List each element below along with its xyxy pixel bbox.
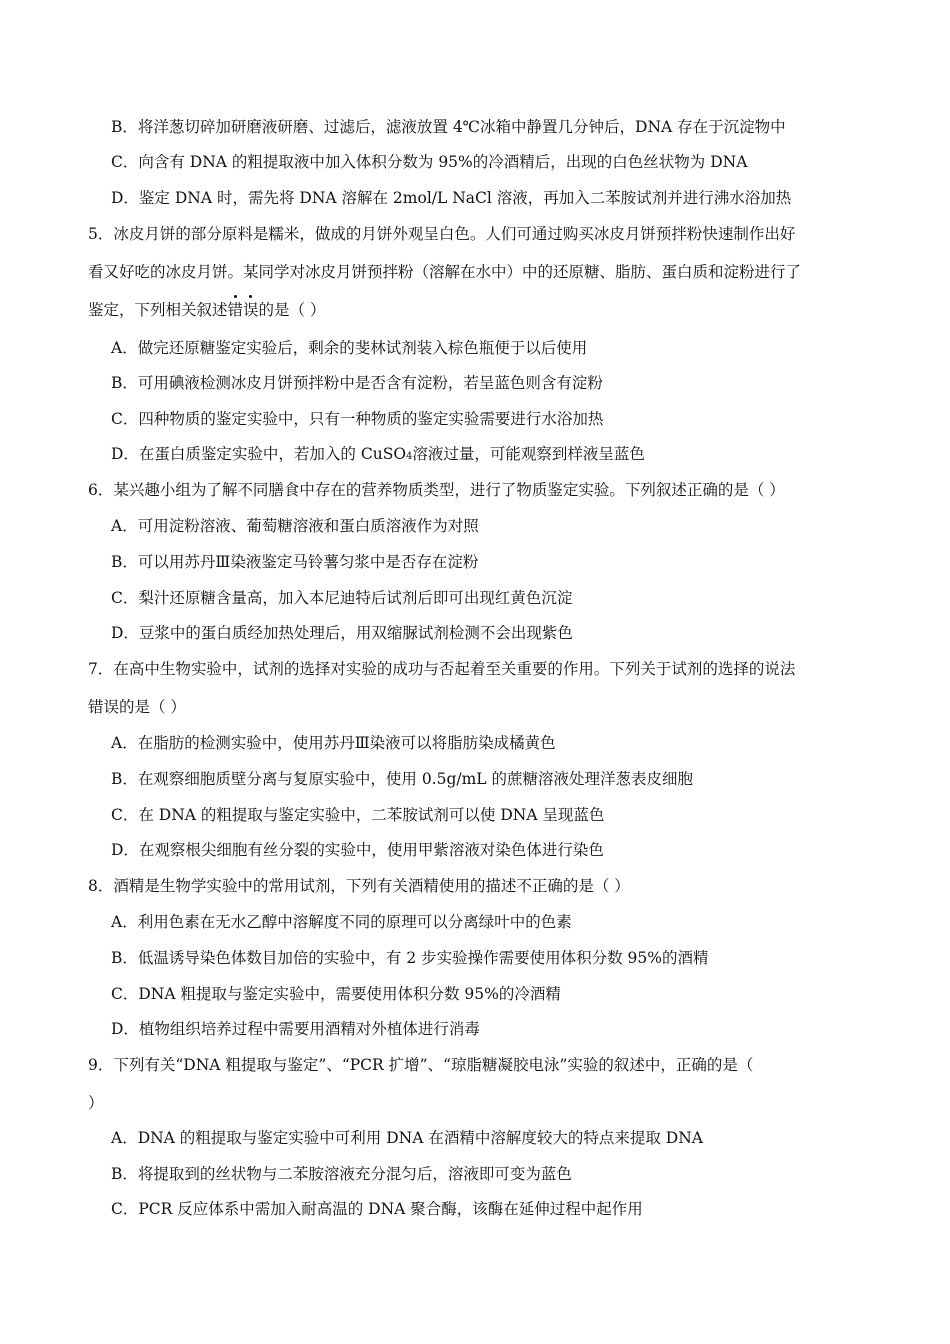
q9-option-b: B．将提取到的丝状物与二苯胺溶液充分混匀后，溶液即可变为蓝色: [111, 1165, 572, 1183]
q7-option-d: D．在观察根尖细胞有丝分裂的实验中，使用甲紫溶液对染色体进行染色: [111, 841, 604, 859]
q7-option-a: A．在脂肪的检测实验中，使用苏丹Ⅲ染液可以将脂肪染成橘黄色: [111, 734, 556, 752]
q9-option-c: C．PCR 反应体系中需加入耐高温的 DNA 聚合酶，该酶在延伸过程中起作用: [111, 1200, 643, 1218]
q5-option-d: [111, 444, 645, 467]
q9-option-a: A．DNA 的粗提取与鉴定实验中可利用 DNA 在酒精中溶解度较大的特点来提取 DNA: [111, 1129, 703, 1147]
q5-option-c: C．四种物质的鉴定实验中，只有一种物质的鉴定实验需要进行水浴加热: [111, 410, 604, 428]
q6-option-c: C．梨汁还原糖含量高，加入本尼迪特后试剂后即可出现红黄色沉淀: [111, 589, 573, 607]
q4-option-c: C．向含有 DNA 的粗提取液中加入体积分数为 95%的冷酒精后，出现的白色丝状物为 DNA: [111, 153, 748, 171]
q4-option-b: B．将洋葱切碎加研磨液研磨、过滤后，滤液放置 4℃冰箱中静置几分钟后，DNA 存在于沉淀物中: [111, 118, 786, 136]
q9-stem-line-2: ）: [88, 1094, 104, 1112]
emphasis-char: 误: [243, 301, 259, 319]
q9-stem-line-1: 9．下列有关“DNA 粗提取与鉴定”、“PCR 扩增”、“琼脂糖凝胶电泳”实验的叙述中，正确的是（: [88, 1056, 754, 1074]
q8-option-c: C．DNA 粗提取与鉴定实验中，需要使用体积分数 95%的冷酒精: [111, 985, 561, 1003]
q8-option-b: B．低温诱导染色体数目加倍的实验中，有 2 步实验操作需要使用体积分数 95%的酒精: [111, 949, 709, 967]
q7-stem-line-2: 错误的是（ ）: [88, 698, 186, 716]
q5-stem-line-2: 看又好吃的冰皮月饼。某同学对冰皮月饼预拌粉（溶解在水中）中的还原糖、脂肪、蛋白质和淀粉进行了: [88, 263, 802, 281]
q7-stem-line-1: 7．在高中生物实验中，试剂的选择对实验的成功与否起着至关重要的作用。下列关于试剂的选择的说法: [88, 660, 796, 678]
q6-stem-line-1: 6．某兴趣小组为了解不同膳食中存在的营养物质类型，进行了物质鉴定实验。下列叙述正确的是（ ）: [88, 481, 785, 499]
q5-stem-line-1: 5．冰皮月饼的部分原料是糯米，做成的月饼外观呈白色。人们可通过购买冰皮月饼预拌粉快速制作出好: [88, 225, 796, 243]
q6-option-d: D．豆浆中的蛋白质经加热处理后，用双缩脲试剂检测不会出现紫色: [111, 624, 573, 642]
q5-stem-text: 鉴定，下列相关叙述: [88, 301, 228, 319]
emphasis-char: 错: [227, 301, 244, 319]
q4-option-d: D．鉴定 DNA 时，需先将 DNA 溶解在 2mol/L NaCl 溶液，再加入二苯胺试剂并进行沸水浴加热: [111, 189, 792, 207]
q5-option-b: B．可用碘液检测冰皮月饼预拌粉中是否含有淀粉，若呈蓝色则含有淀粉: [111, 374, 603, 392]
q7-option-b: B．在观察细胞质壁分离与复原实验中，使用 0.5g/mL 的蔗糖溶液处理洋葱表皮细胞: [111, 770, 694, 788]
q7-option-c: C．在 DNA 的粗提取与鉴定实验中，二苯胺试剂可以使 DNA 呈现蓝色: [111, 806, 605, 824]
q8-stem-line-1: 8．酒精是生物学实验中的常用试剂，下列有关酒精使用的描述不正确的是（ ）: [88, 877, 630, 895]
q5-stem-text: 的是（ ）: [258, 301, 326, 319]
subscript: 4: [406, 451, 413, 462]
q8-option-a: A．利用色素在无水乙醇中溶解度不同的原理可以分离绿叶中的色素: [111, 913, 572, 931]
q6-option-b: B．可以用苏丹Ⅲ染液鉴定马铃薯匀浆中是否存在淀粉: [111, 553, 479, 571]
q5-option-d-text: D．在蛋白质鉴定实验中，若加入的 CuSO: [111, 445, 407, 463]
q5-option-d-text: 溶液过量，可能观察到样液呈蓝色: [412, 445, 645, 463]
q6-option-a: A．可用淀粉溶液、葡萄糖溶液和蛋白质溶液作为对照: [111, 517, 479, 535]
q8-option-d: D．植物组织培养过程中需要用酒精对外植体进行消毒: [111, 1020, 480, 1038]
q5-stem-line-3: [88, 300, 325, 320]
q5-option-a: A．做完还原糖鉴定实验后，剩余的斐林试剂装入棕色瓶便于以后使用: [111, 339, 588, 357]
